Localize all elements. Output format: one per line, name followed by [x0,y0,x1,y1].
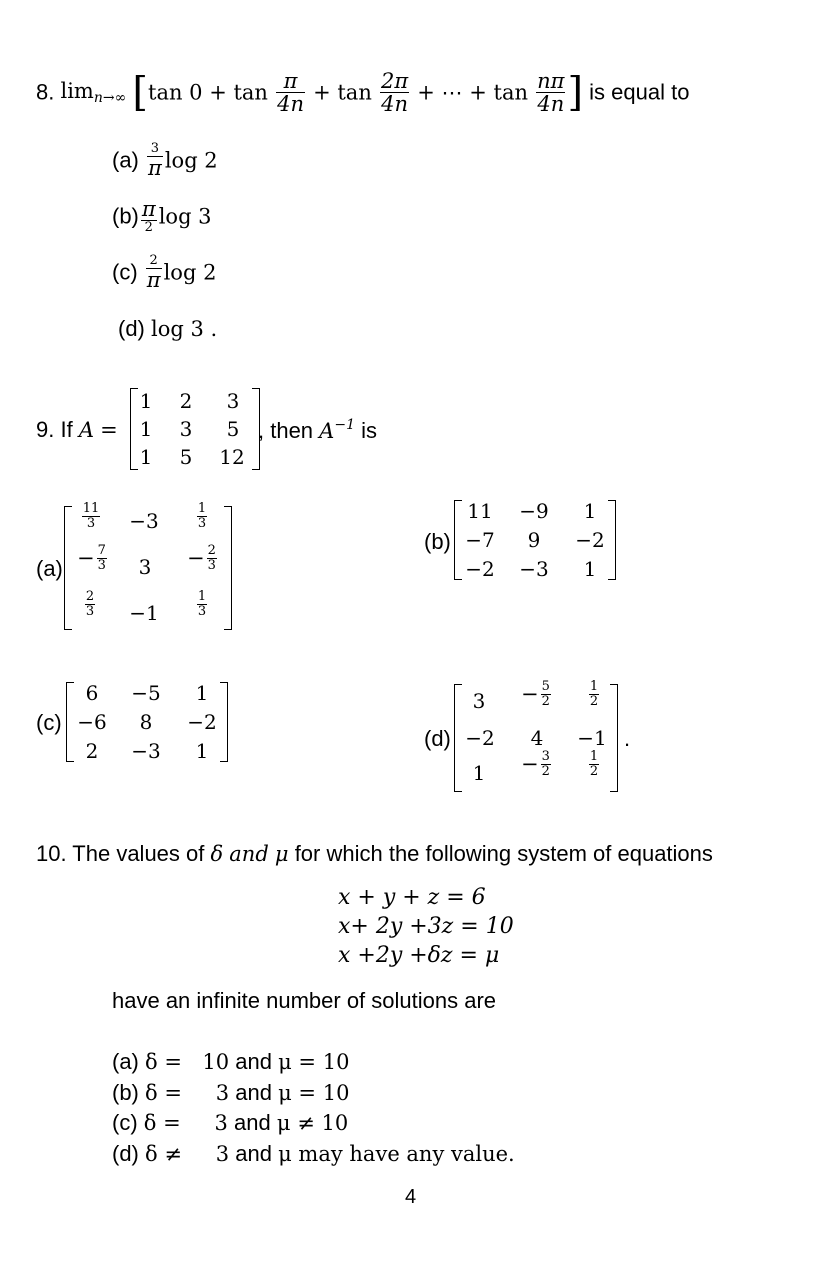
fraction: $\frac{1}{3}$ [197,501,207,531]
q9-option-c-matrix: 6 −5 1 −6 8 −2 2 −3 1 [66,682,228,762]
question-8-stem [36,69,690,117]
q8-option-a: (a) $\frac{3}{\pi}$ log 2 [112,141,218,180]
question-9-prefix: 9. If A = [36,417,118,442]
q8-option-b: (b) $\frac{\pi}{2}$ log 3 [112,197,212,236]
fraction: $\frac{7}{3}$ [97,543,106,573]
matrix-cell: 1 [139,389,153,413]
q9-option-d-matrix: 3 − $\frac{5}{2}$ $\frac{1}{2}$ −2 4 −1 1 − $\frac{3}{2}$ $\frac{1}{2}$ [454,684,618,792]
option-fraction: $\frac{\pi}{2}$ [141,197,156,236]
term-1: tan 0 + tan [148,80,268,105]
question-10-stem: 10. The values of δ and μ for which the following system of equations [36,841,713,866]
matrix-cell: 2 [179,389,193,413]
fraction: $\frac{3}{2}$ [541,749,550,779]
close-bracket: ] [567,69,584,116]
matrix-cell: 5 [226,417,240,441]
q9-option-a-label: (a) [36,556,63,581]
question-number: 8. [36,79,55,105]
q9-option-b-matrix: 11 −9 1 −7 9 −2 −2 −3 1 [454,500,616,580]
fraction: $\frac{1}{2}$ [589,679,599,709]
fraction-npi-4n: $\frac{n\pi}{4n}$ [537,69,565,117]
q10-option-a: (a) δ = 10 and μ = 10 [112,1049,350,1074]
q9-option-d-period: . [624,726,631,751]
fraction: $\frac{1}{3}$ [197,589,207,619]
q8-option-c: (c) $\frac{2}{\pi}$ log 2 [112,253,217,292]
q10-option-c: (c) δ = 3 and μ ≠ 10 [112,1110,349,1135]
fraction: $\frac{1}{2}$ [589,749,599,779]
question-9-suffix: , then $A^{-1}$ is [258,417,377,443]
equation-2: x+ 2y +3z = 10 [338,914,514,939]
matrix-A [130,388,260,470]
fraction-pi-4n: $\frac{\pi}{4n}$ [277,69,304,117]
q9-option-a-matrix: $\frac{11}{3}$ −3 $\frac{1}{3}$ − $\frac{7}{3}$ 3 − $\frac{2}{3}$ $\frac{2}{3}$ −1 $\frac{1}{3}$ [64,506,232,630]
open-bracket: [ [132,69,148,116]
q10-option-b: (b) δ = 3 and μ = 10 [112,1080,350,1105]
q9-option-b-label: (b) [424,529,451,554]
option-fraction: $\frac{3}{\pi}$ [148,141,162,180]
q8-option-d: (d) log 3 . [118,316,218,341]
fraction: $\frac{2}{3}$ [85,589,95,619]
stem-tail: is equal to [589,79,690,105]
term-3: + ⋯ + tan [417,80,528,105]
matrix-cell: 3 [179,417,193,441]
term-2: + tan [313,80,372,105]
fraction-2pi-4n: $\frac{2\pi}{4n}$ [380,69,409,117]
fraction: $\frac{11}{3}$ [82,501,100,531]
matrix-cell: 12 [219,445,245,469]
matrix-cell: 1 [139,445,153,469]
q9-option-c-label: (c) [36,710,62,735]
limit-operator: $\lim_{n\to\infty}$ [60,79,127,107]
page-number: 4 [405,1186,417,1208]
matrix-cell: 5 [179,445,193,469]
q9-option-d-label: (d) [424,726,451,751]
matrix-cell: 3 [226,389,240,413]
matrix-cell: 1 [139,417,153,441]
question-10-statement: have an infinite number of solutions are [112,988,497,1013]
option-fraction: $\frac{2}{\pi}$ [146,253,161,292]
q10-option-d: (d) δ ≠ 3 and μ may have any value. [112,1141,515,1166]
fraction: $\frac{2}{3}$ [207,543,216,573]
equation-1: x + y + z = 6 [338,885,486,910]
fraction: $\frac{5}{2}$ [541,679,550,709]
equation-3: x +2y +δz = μ [338,943,500,968]
